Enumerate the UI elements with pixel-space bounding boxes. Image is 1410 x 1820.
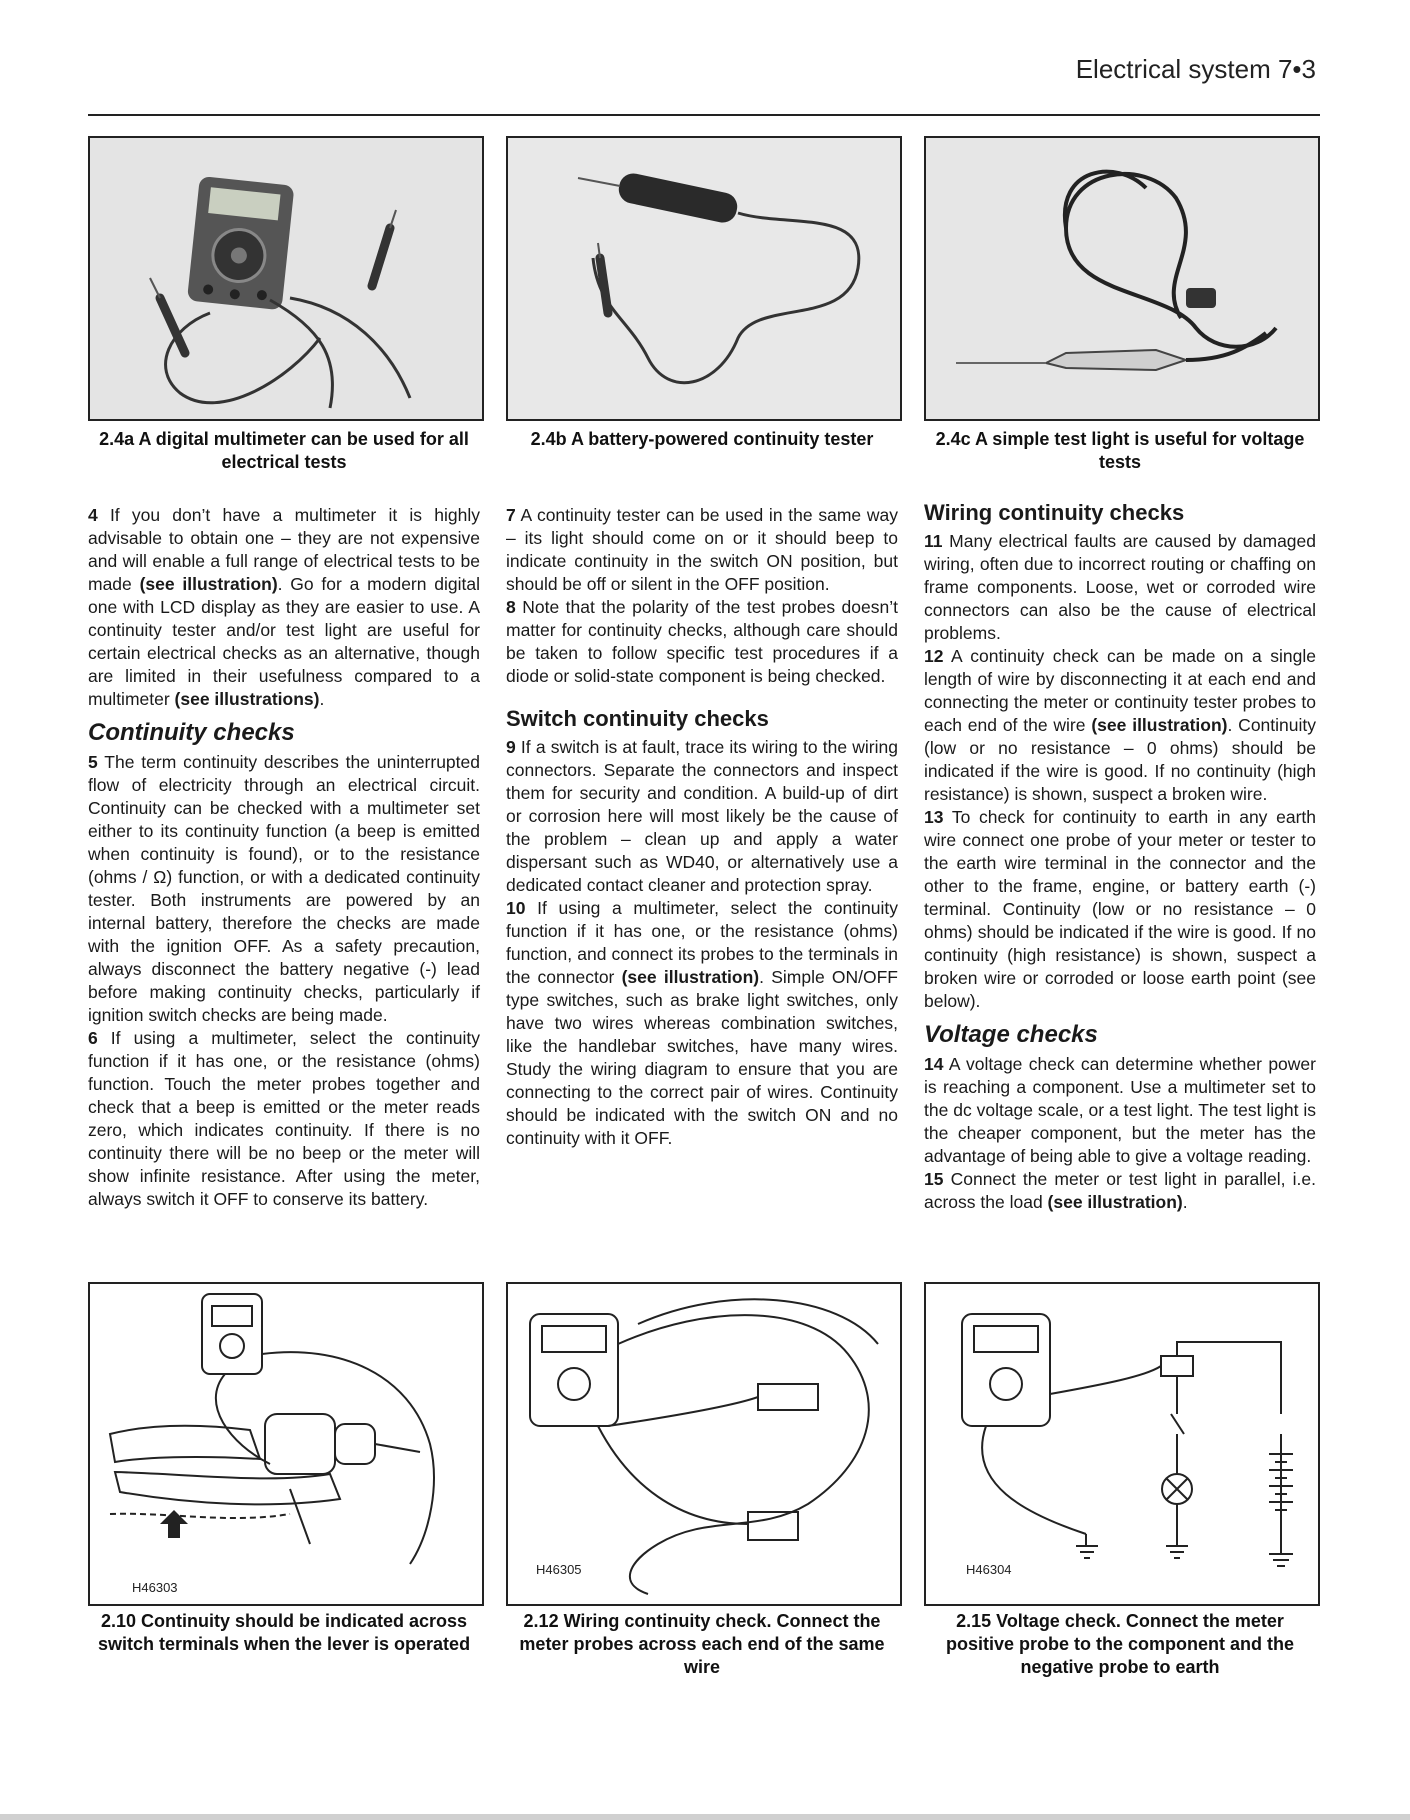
paragraph-text: If using a multimeter, select the continuity function if it has one, or the resistance (ohms) function. Touch the meter probes together and check that a beep is emitted or the meter reads zero, which indicates continuity. If there is no continuity there will be no beep or the meter will show infinite resistance. After using the meter, always switch it OFF to conserve its battery. (88, 1028, 480, 1209)
paragraph-4 (88, 504, 480, 711)
paragraph-number: 6 (88, 1028, 98, 1048)
multimeter-photo-image (90, 138, 482, 419)
text-column-3 (924, 500, 1316, 1214)
figure-code: H46304 (966, 1562, 1012, 1577)
paragraph-text: A continuity tester can be used in the same way – its light should come on or it should beep to indicate continuity in the switch ON position, but should be off or silent in the OFF position. (506, 505, 898, 594)
caption-2-4a: 2.4a A digital multimeter can be used for all electrical tests (99, 429, 469, 472)
illustration-ref: (see illustration) (621, 967, 760, 987)
paragraph-text: To check for continuity to earth in any earth wire connect one probe of your meter or tester to the earth wire terminal in the connector and the other to the frame, engine, or battery earth (-) terminal. Continuity (low or no resistance – 0 ohms) should be indicated if the wire is good. If no continuity (high resistance) is shown, suspect a broken wire or corroded or loose earth point (see below). (924, 807, 1316, 1011)
paragraph-text: A voltage check can determine whether power is reaching a component. Use a multimeter set to the dc voltage scale, or a test light. The test light is the cheaper component, but the meter has the advantage of being able to give a voltage reading. (924, 1054, 1316, 1166)
illustration-ref: (see illustration) (1047, 1192, 1183, 1212)
paragraph-number: 13 (924, 807, 944, 827)
paragraph-text: The term continuity describes the uninterrupted flow of electricity through an electrical circuit. Continuity can be checked with a multimeter set either to its continuity function (a beep is emitted when continuity is found), or to the resistance (ohms / Ω) function, or with a dedicated continuity tester. Both instruments are powered by an internal battery, therefore the checks are made with the ignition OFF. As a safety precaution, always disconnect the battery negative (-) lead before making continuity checks, particularly if ignition switch checks are being made. (88, 752, 480, 1025)
continuity-tester-photo-image (508, 138, 900, 419)
paragraph-text: Connect the meter or test light in parallel, i.e. across the load (924, 1169, 1316, 1212)
text-column-2 (506, 504, 898, 1150)
paragraph-text: If you don’t have a multimeter it is highly advisable to obtain one – they are not expensive and will enable a full range of electrical tests to be made (88, 505, 480, 594)
illustration-ref: (see illustrations) (174, 689, 320, 709)
text-column-1 (88, 504, 480, 1211)
paragraph-7 (506, 504, 898, 596)
paragraph-text: . Continuity (low or no resistance – 0 ohms) should be indicated if the wire is good. If no continuity (high resistance) is shown, suspect a broken wire. (924, 715, 1317, 804)
paragraph-text: . (1182, 1192, 1188, 1212)
paragraph-text: . Simple ON/OFF type switches, such as brake light switches, only have two wires whereas combination switches, like the handlebar switches, have many wires. Study the wiring diagram to ensure that you are connecting to the correct pair of wires. Continuity should be indicated with the switch ON and no continuity with it OFF. (506, 967, 898, 1148)
paragraph-number: 15 (924, 1169, 944, 1189)
paragraph-10 (506, 897, 898, 1150)
heading-voltage-checks: Voltage checks (924, 1021, 1098, 1048)
photo-test-light (924, 136, 1320, 421)
illustration-ref: (see illustration) (139, 574, 278, 594)
paragraph-number: 10 (506, 898, 526, 918)
paragraph-text: If a switch is at fault, trace its wiring to the wiring connectors. Separate the connectors and inspect them for security and condition. A build-up of dirt or corrosion here will most likely be the cause of the problem – clean up and apply a water dispersant such as WD40, or alternatively use a dedicated contact cleaner and protection spray. (506, 737, 898, 895)
caption-2-4c: 2.4c A simple test light is useful for voltage tests (935, 429, 1305, 472)
paragraph-11 (924, 530, 1316, 645)
paragraph-number: 4 (88, 505, 98, 525)
paragraph-number: 11 (924, 531, 943, 551)
paragraph-14 (924, 1053, 1316, 1168)
paragraph-number: 5 (88, 752, 98, 772)
photo-continuity-tester (506, 136, 902, 421)
paragraph-5 (88, 751, 480, 1027)
header-rule (88, 114, 1320, 116)
paragraph-text: Note that the polarity of the test probes doesn’t matter for continuity checks, although care should be taken to follow specific test procedures if a diode or solid-state component is being checked. (506, 597, 898, 686)
page-header-title: Electrical system 7•3 (1075, 54, 1316, 84)
paragraph-number: 14 (924, 1054, 944, 1074)
illustration-ref: (see illustration) (1091, 715, 1228, 735)
caption-2-10: 2.10 Continuity should be indicated across switch terminals when the lever is operated (97, 1611, 471, 1654)
paragraph-9 (506, 736, 898, 897)
drawing-voltage-check (924, 1282, 1320, 1606)
caption-2-12: 2.12 Wiring continuity check. Connect the meter probes across each end of the same wire (519, 1611, 885, 1677)
paragraph-6 (88, 1027, 480, 1211)
paragraph-text: If using a multimeter, select the continuity function if it has one, or the resistance (ohms) function, and connect its probes to the terminals in the connector (506, 898, 898, 987)
paragraph-number: 8 (506, 597, 516, 617)
drawing-switch-continuity (88, 1282, 484, 1606)
drawing-wiring-continuity (506, 1282, 902, 1606)
page-bottom-bar (0, 1814, 1410, 1820)
paragraph-number: 12 (924, 646, 944, 666)
paragraph-15 (924, 1168, 1316, 1214)
paragraph-12 (924, 645, 1316, 806)
caption-2-4b: 2.4b A battery-powered continuity tester (530, 429, 874, 449)
heading-continuity-checks: Continuity checks (88, 719, 295, 746)
heading-wiring-continuity-checks: Wiring continuity checks (924, 500, 1185, 525)
paragraph-number: 9 (506, 737, 516, 757)
figure-code: H46303 (132, 1580, 178, 1595)
paragraph-13 (924, 806, 1316, 1013)
paragraph-number: 7 (506, 505, 516, 525)
paragraph-text: . (319, 689, 325, 709)
switch-continuity-drawing (90, 1284, 482, 1604)
photo-digital-multimeter (88, 136, 484, 421)
test-light-photo-image (926, 138, 1318, 419)
paragraph-text: . Go for a modern digital one with LCD display as they are easier to use. A continuity tester and/or test light are useful for certain electrical checks as an alternative, though are limited in their usefulness compared to a multimeter (88, 574, 480, 709)
paragraph-text: Many electrical faults are caused by damaged wiring, often due to incorrect routing or chaffing on frame components. Loose, wet or corroded wire connectors can also be the cause of electrical problems. (924, 531, 1316, 643)
paragraph-text: A continuity check can be made on a single length of wire by disconnecting it at each end and connecting the meter or continuity tester probes to each end of the wire (924, 646, 1316, 735)
heading-switch-continuity-checks: Switch continuity checks (506, 706, 769, 731)
wiring-continuity-drawing (508, 1284, 900, 1604)
figure-code: H46305 (536, 1562, 582, 1577)
caption-2-15: 2.15 Voltage check. Connect the meter positive probe to the component and the negative probe to earth (945, 1611, 1294, 1677)
voltage-check-drawing (926, 1284, 1318, 1604)
paragraph-8 (506, 596, 898, 688)
